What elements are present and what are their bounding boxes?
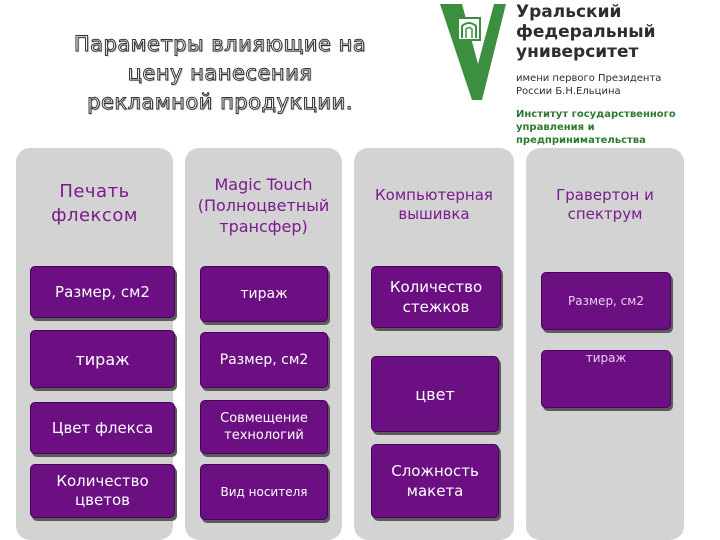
university-subtitle	[516, 72, 661, 98]
column-heading: Компьютерная вышивка	[375, 186, 493, 223]
slide-title	[40, 30, 400, 117]
column-heading: Гравертон и спектрум	[556, 186, 654, 223]
parameter-box: Количество цветов	[30, 464, 175, 518]
university-name	[516, 2, 656, 62]
column-flex-printing	[16, 148, 173, 540]
parameter-box: тираж	[30, 330, 175, 388]
university-name-line: университет	[516, 42, 639, 62]
slide-title-line: Параметры влияющие на	[73, 32, 367, 56]
parameter-box: Размер, см2	[541, 272, 671, 330]
column-graverton	[526, 148, 684, 540]
parameter-box: Размер, см2	[200, 332, 328, 388]
parameter-box: Вид носителя	[200, 464, 328, 520]
slide-title-line: рекламной продукции.	[87, 90, 353, 114]
institute-name-line: управления и предпринимательства	[516, 122, 646, 146]
university-subtitle-line: имени первого Президента	[516, 73, 662, 84]
slide-title-line: цену нанесения	[127, 61, 313, 85]
parameter-box: тираж	[200, 266, 328, 322]
column-heading: Magic Touch (Полноцветный трансфер)	[197, 175, 330, 236]
column-embroidery	[354, 148, 514, 540]
parameter-box: Совмещение технологий	[200, 400, 328, 454]
parameter-box: Размер, см2	[30, 266, 175, 318]
urfu-logo-icon	[438, 2, 508, 102]
column-heading: Печать флексом	[51, 181, 138, 226]
parameter-box: Цвет флекса	[30, 402, 175, 454]
institute-name	[516, 108, 720, 147]
university-name-line: Уральский	[516, 2, 622, 22]
column-magic-touch	[185, 148, 342, 540]
university-name-line: федеральный	[516, 22, 656, 42]
parameter-box: цвет	[371, 356, 499, 432]
university-logo	[438, 0, 720, 146]
parameter-box: тираж	[541, 350, 671, 408]
parameter-box: Количество стежков	[371, 266, 501, 328]
institute-name-line: Институт государственного	[516, 109, 676, 120]
university-subtitle-line: России Б.Н.Ельцина	[516, 86, 621, 97]
parameter-box: Сложность макета	[371, 444, 499, 518]
